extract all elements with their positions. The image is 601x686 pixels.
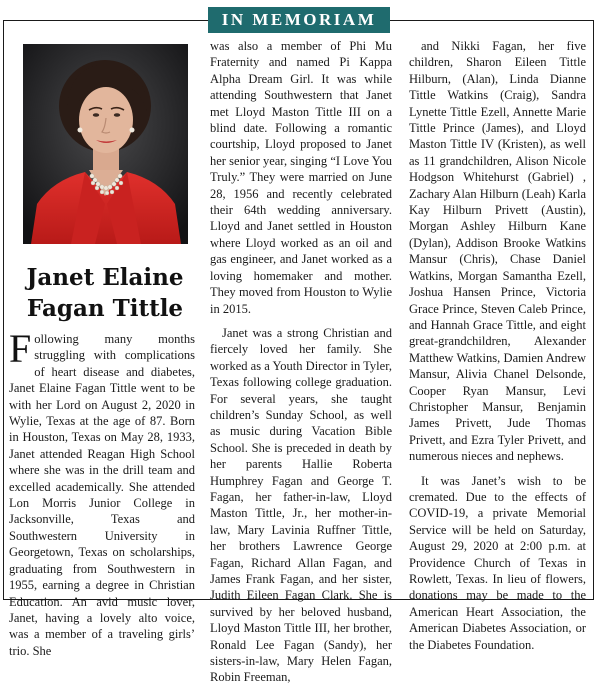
paragraph-text: ollowing many months struggling with complications of heart disease and diabetes, Janet Elaine Fagan Tittle went to be with her Lord on August 2, 2020 in Wylie, Texas at the age of 87. Born in Houston, Texas on May 28, 1933, Janet attended Reagan High School where she was in the drill team and excelled academically. She attended Lon Morris Junior College in Jacksonville, Texas and Southwestern University in Georgetown, Texas on scholarships, graduating from Southwestern in 1955, earning a degree in Christian Education. An avid music lover, Janet, having a lovely alto voice, was a member of a traveling girls’ trio. She (9, 332, 195, 658)
deceased-name (10, 262, 200, 324)
paragraph (9, 326, 195, 659)
paragraph: and Nikki Fagan, her five children, Sharon Eileen Tittle Hilburn, (Alan), Linda Dianne Tittle Watkins (Craig), Sandra Lynette Tittle Ezell, Annette Marie Tittle Prince (James), and Lloyd Maston Tittle IV (Kristen), as well as 11 grandchildren, Alison Nicole Hodgson Whitehurst (Gabriel) , Zachary Alan Hilburn (Leah) Karla Kay Hilburn Privett (Austin), Morgan Ashley Hilburn Kane (Dylan), Addison Brooke Watkins Mansur (Chris), Chase Daniel Watkins, Morgan Samantha Ezell, Joshua Hansen Prince, Victoria Grace Prince, Steven Caleb Prince, and Hannah Grace Tittle, and eight great-grandchildren, Alexander Matthew Watkins, Damien Andrew Mansur, Alivia Chanel Delsonde, Cooper Ryan Mansur, Levi Christopher Mansur, Benjamin James Privett, Jude Thomas Privett, and Ezra Tyler Privett, and numerous nieces and nephews. (409, 39, 587, 464)
section-banner: IN MEMORIAM (208, 7, 390, 33)
text-column-2 (210, 38, 392, 686)
paragraph: It was Janet’s wish to be cremated. Due to the effects of COVID-19, a private Memorial Service will be held on Saturday, August 29, 2020 at 2:00 p.m. at Providence Church of Texas in Rowlett, Texas. In lieu of flowers, donations may be made to the American Heart Association, the American Diabetes Association, or the Diabetes Foundation. (409, 473, 586, 652)
name-line-1: Janet Elaine (26, 264, 184, 291)
text-column-3 (409, 38, 586, 653)
name-line-2: Fagan Tittle (26, 295, 184, 322)
paragraph: Janet was a strong Christian and fiercely loved her family. She worked as a Youth Director in Tyler, Texas following college graduation. For several years, she taught children’s Sunday School, as well as music during Vacation Bible School. She is preceded in death by her parents Hallie Roberta Humphrey Fagan and George T. Fagan, her father-in-law, Lloyd Maston Tittle, Jr., her mother-in-law, Mary Lavinia Ruffner Tittle, her brothers Lawrence George Fagan, Richard Allan Fagan, and James Frank Fagan, and her sister, Judith Eileen Fagan Clark. She is survived by her beloved husband, Lloyd Maston Tittle III, her brother, Ronald Lee Fagan (Sandy), her sisters-in-law, Mary Helen Fagan, Robin Freeman, (210, 325, 392, 685)
drop-cap: F (9, 326, 32, 371)
text-column-1 (9, 326, 195, 659)
paragraph: was also a member of Phi Mu Fraternity and named Pi Kappa Alpha Dream Girl. It was while attending Southwestern that Janet met Lloyd Maston Tittle III on a blind date. Following a romantic courtship, Lloyd proposed to Janet her senior year, singing “I Love You Truly.” They were married on June 28, 1956 and recently celebrated their 64th wedding anniversary. Lloyd and Janet settled in Houston where Lloyd worked as an oil and gas engineer, and Janet worked as a loving homemaker and mother. They moved from Houston to Wylie in 2015. (210, 39, 392, 316)
portrait-photo (23, 44, 188, 244)
